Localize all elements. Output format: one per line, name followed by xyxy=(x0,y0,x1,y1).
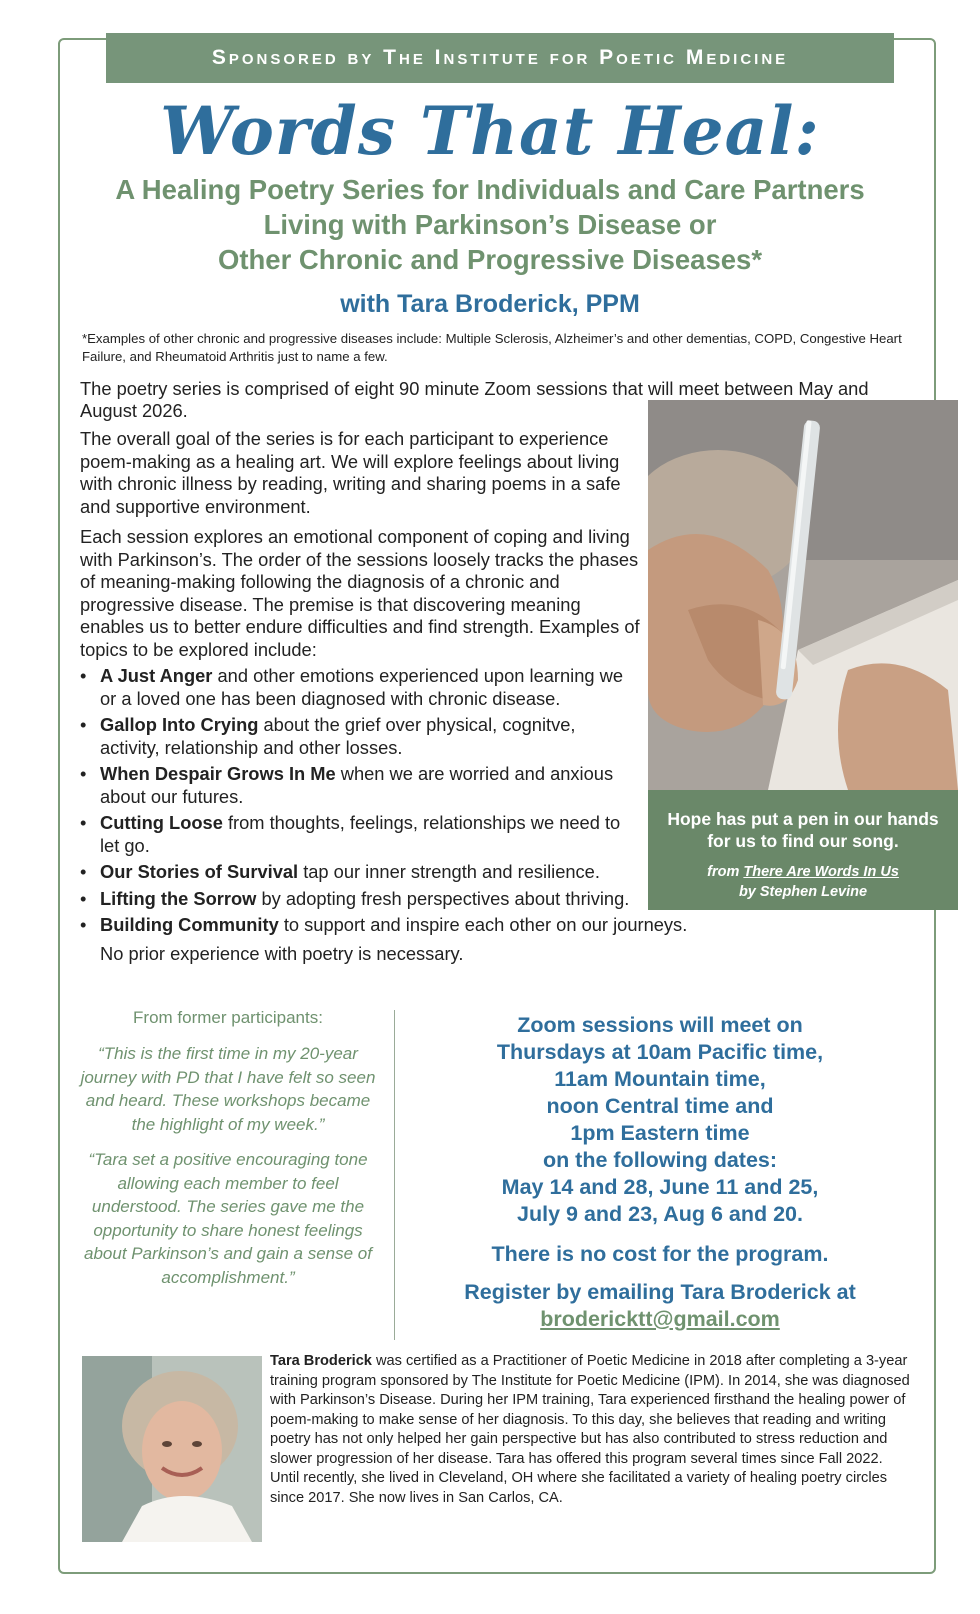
bio-text: was certified as a Practitioner of Poetic Medicine in 2018 after completing a 3-year training program sponsored by The Institute for Poetic Medicine (IPM). In 2014, she was diagnosed with Parkinson’s Disease. During her IPM training, Tara experienced firsthand the healing power of poem-making to make sense of her diagnosis. To this day, she believes that reading and writing poetry has not only helped her gain perspective but has also contributed to stress reduction and slower progression of her disease. Tara has offered this program several times since Fall 2022. Until recently, she lived in Cleveland, OH where she facilitated a variety of healing poetry circles since 2017. She now lives in San Carlos, CA. xyxy=(270,1353,910,1506)
schedule-line: 11am Mountain time, xyxy=(554,1067,766,1091)
testimonials xyxy=(78,1008,378,1301)
topic-text: tap our inner strength and resilience. xyxy=(298,861,600,882)
topic-text: about the grief over physical, cognitve, activity, relationship and other losses. xyxy=(100,714,576,758)
topic-item xyxy=(80,763,640,808)
schedule-line: on the following dates: xyxy=(542,1148,778,1172)
topic-item xyxy=(80,861,640,884)
schedule-line: July 9 and 23, Aug 6 and 20. xyxy=(517,1202,803,1226)
topic-title: Our Stories of Survival xyxy=(100,861,299,882)
schedule-line: 1pm Eastern time xyxy=(570,1121,750,1145)
subtitle xyxy=(60,172,920,277)
portrait-illustration xyxy=(82,1356,262,1542)
no-prior-note: No prior experience with poetry is necessary. xyxy=(100,942,464,964)
tara-portrait xyxy=(82,1356,262,1542)
subtitle-line-3: Other Chronic and Progressive Diseases* xyxy=(217,244,763,275)
topic-item xyxy=(80,714,640,759)
goal-paragraph: The overall goal of the series is for each participant to experience poem-making as a healing art. We will explore feelings about living with chronic illness by reading, writing and sharing poems in a safe and supportive environment. xyxy=(80,428,621,517)
schedule-line: May 14 and 28, June 11 and 25, xyxy=(501,1175,819,1199)
topic-text: by adopting fresh perspectives about thriving. xyxy=(256,887,630,909)
hand-writing-illustration xyxy=(648,400,958,790)
schedule-line: noon Central time and xyxy=(546,1094,774,1118)
topic-title: Gallop Into Crying xyxy=(100,714,259,735)
topic-title: Cutting Loose xyxy=(100,812,223,833)
topic-item xyxy=(80,665,640,710)
caption-quote: Hope has put a pen in our hands for us to find our song. xyxy=(667,809,939,851)
schedule-line: Zoom sessions will meet on xyxy=(517,1013,803,1037)
intro-paragraph: The poetry series is comprised of eight 90 minute Zoom sessions that will meet between May and August 2026. xyxy=(80,378,869,421)
topic-text: when we are worried and anxious about our futures. xyxy=(100,763,614,807)
bio-paragraph xyxy=(270,1352,910,1508)
topic-list xyxy=(80,665,640,910)
bio-name: Tara Broderick xyxy=(270,1353,372,1369)
topic-item xyxy=(80,888,640,911)
no-cost-note: There is no cost for the program. xyxy=(491,1242,829,1266)
hand-writing-photo xyxy=(648,400,958,790)
caption-source xyxy=(648,862,958,902)
topic-title: Building Community xyxy=(100,914,279,935)
caption-author: by Stephen Levine xyxy=(738,884,868,900)
facilitator-line: with Tara Broderick, PPM xyxy=(340,290,640,318)
topic-title: A Just Anger xyxy=(100,665,213,686)
topic-item xyxy=(80,812,640,857)
page-title: Words That Heal: xyxy=(160,92,820,170)
session-schedule xyxy=(420,1012,900,1333)
topic-text: from thoughts, feelings, relationships we need to let go. xyxy=(100,812,621,856)
caption-from: from xyxy=(707,864,740,880)
email-link[interactable]: brodericktt@gmail.com xyxy=(540,1307,780,1331)
topic-text: and other emotions experienced upon learning we or a loved one has been diagnosed with chronic disease. xyxy=(100,665,624,709)
subtitle-line-2: Living with Parkinson’s Disease or xyxy=(263,209,717,240)
footnote: *Examples of other chronic and progressive diseases include: Multiple Sclerosis, Alzheimer’s and other dementias, COPD, Congestive Heart Failure, and Rheumatoid Arthritis just to name a few. xyxy=(82,331,902,364)
schedule-line: Thursdays at 10am Pacific time, xyxy=(496,1040,824,1064)
column-divider xyxy=(394,1010,395,1340)
register-line: Register by emailing Tara Broderick at xyxy=(464,1280,856,1304)
session-paragraph: Each session explores an emotional component of coping and living with Parkinson’s. The order of the sessions loosely tracks the phases of meaning-making following the diagnosis of a chronic and progressive disease. The premise is that discovering meaning enables us to better endure difficulties and find strength. Examples of topics to be explored include: xyxy=(80,526,640,660)
subtitle-line-1: A Healing Poetry Series for Individuals and Care Partners xyxy=(115,174,865,205)
topic-title: When Despair Grows In Me xyxy=(100,763,336,784)
topic-item xyxy=(80,914,900,937)
topic-title: Lifting the Sorrow xyxy=(100,887,257,909)
testimonials-heading: From former participants: xyxy=(133,1008,323,1027)
last-topic-block xyxy=(80,914,900,965)
topic-text: to support and inspire each other on our journeys. xyxy=(278,914,688,935)
caption-book-title: There Are Words In Us xyxy=(743,864,899,880)
photo-caption xyxy=(648,790,958,910)
description-column xyxy=(80,428,640,914)
sponsor-banner: Sponsored by The Institute for Poetic Medicine xyxy=(106,33,894,83)
testimonial-quote: “This is the first time in my 20-year journey with PD that I have felt so seen and heard. These workshops became the highlight of my week.” xyxy=(80,1044,376,1134)
testimonial-quote: “Tara set a positive encouraging tone allowing each member to feel understood. The series gave me the opportunity to share honest feelings about Parkinson’s and gain a sense of accomplishment.” xyxy=(84,1150,372,1287)
